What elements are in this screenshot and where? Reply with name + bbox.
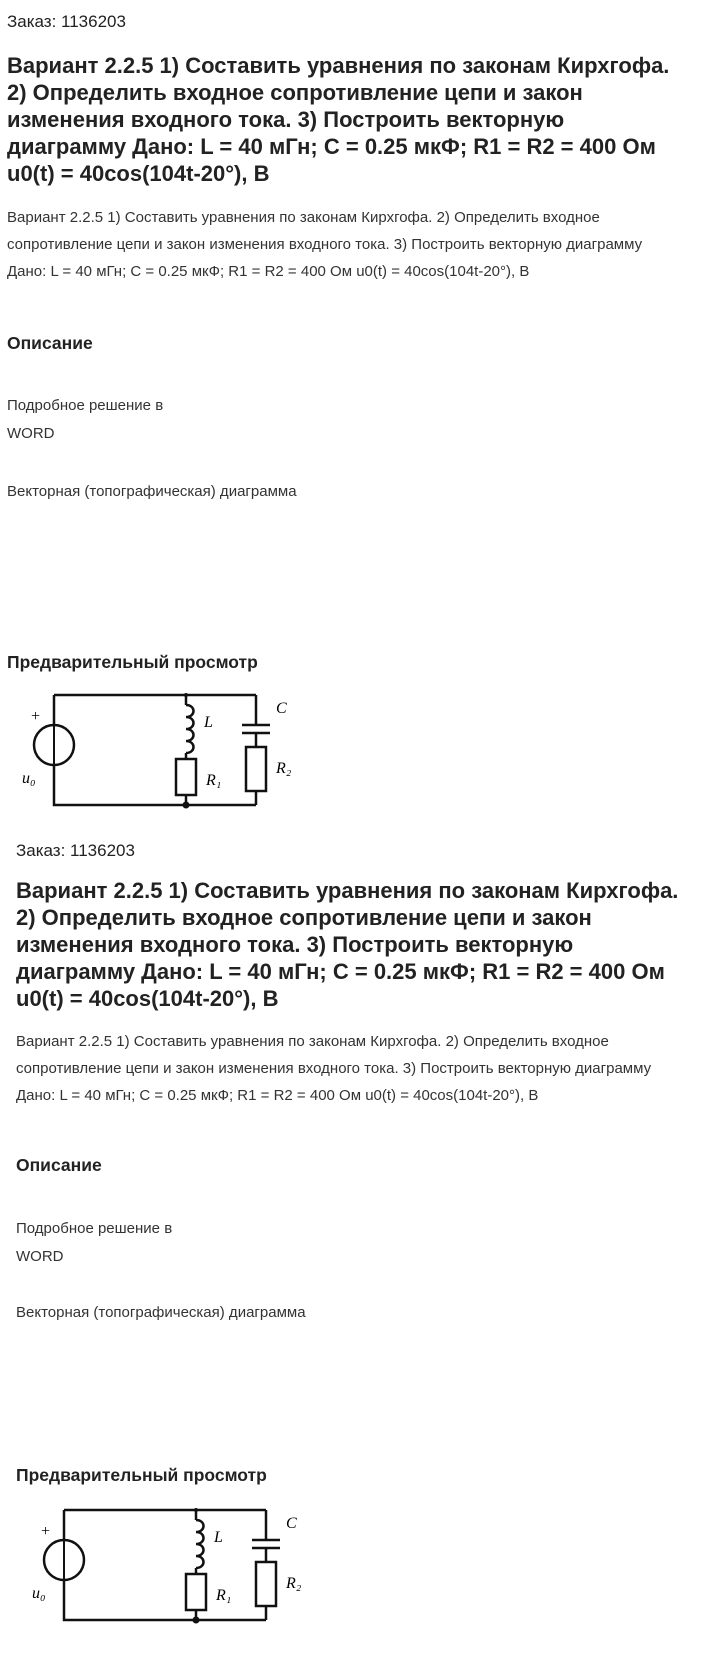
circuit-diagram-preview[interactable]: [18, 685, 303, 815]
order-title: Вариант 2.2.5 1) Составить уравнения по законам Кирхгофа. 2) Определить входное сопротивление цепи и закон изменения входного тока. 3) Построить векторную диаграмму Дано: L = 40 мГн; C = 0.25 мкФ; R1 = R2 = 400 Ом u0(t) = 40cos(104t-20°), В: [7, 53, 670, 186]
preview-heading: Предварительный просмотр: [7, 652, 258, 672]
description-line: WORD: [7, 425, 55, 442]
inductor-label: L: [204, 714, 213, 731]
description-line: Подробное решение в: [16, 1220, 173, 1237]
source-label: u₀: [22, 770, 36, 787]
description-line: Векторная (топографическая) диаграмма: [7, 483, 297, 500]
inductor-label: L: [214, 1529, 223, 1546]
circuit-diagram-preview[interactable]: [28, 1500, 313, 1630]
capacitor-label: C: [276, 700, 287, 717]
source-label: u₀: [32, 1585, 46, 1602]
order-title: Вариант 2.2.5 1) Составить уравнения по законам Кирхгофа. 2) Определить входное сопротивление цепи и закон изменения входного тока. 3) Построить векторную диаграмму Дано: L = 40 мГн; C = 0.25 мкФ; R1 = R2 = 400 Ом u0(t) = 40cos(104t-20°), В: [16, 878, 679, 1011]
order-number: Заказ: 1136203: [7, 12, 126, 31]
order-summary: Вариант 2.2.5 1) Составить уравнения по законам Кирхгофа. 2) Определить входное сопротивление цепи и закон изменения входного тока. 3) Построить векторную диаграмму Дано: L = 40 мГн; C = 0.25 мкФ; R1 = R2 = 400 Ом u0(t) = 40cos(104t-20°), В: [16, 1033, 652, 1104]
capacitor-label: C: [286, 1515, 297, 1532]
source-plus-label: +: [30, 708, 41, 725]
description-line: Подробное решение в: [7, 397, 164, 414]
r1-label: R₁: [206, 772, 222, 789]
description-heading: Описание: [16, 1155, 102, 1175]
preview-heading: Предварительный просмотр: [16, 1465, 267, 1485]
source-plus-label: +: [40, 1523, 51, 1540]
description-heading: Описание: [7, 333, 93, 353]
description-line: Векторная (топографическая) диаграмма: [16, 1304, 306, 1321]
order-summary: Вариант 2.2.5 1) Составить уравнения по законам Кирхгофа. 2) Определить входное сопротивление цепи и закон изменения входного тока. 3) Построить векторную диаграмму Дано: L = 40 мГн; C = 0.25 мкФ; R1 = R2 = 400 Ом u0(t) = 40cos(104t-20°), В: [7, 209, 643, 280]
description-line: WORD: [16, 1248, 64, 1265]
r2-label: R₂: [286, 1575, 302, 1592]
r1-label: R₁: [216, 1587, 232, 1604]
order-number: Заказ: 1136203: [16, 841, 135, 860]
r2-label: R₂: [276, 760, 292, 777]
order-card-2: [0, 835, 695, 1653]
